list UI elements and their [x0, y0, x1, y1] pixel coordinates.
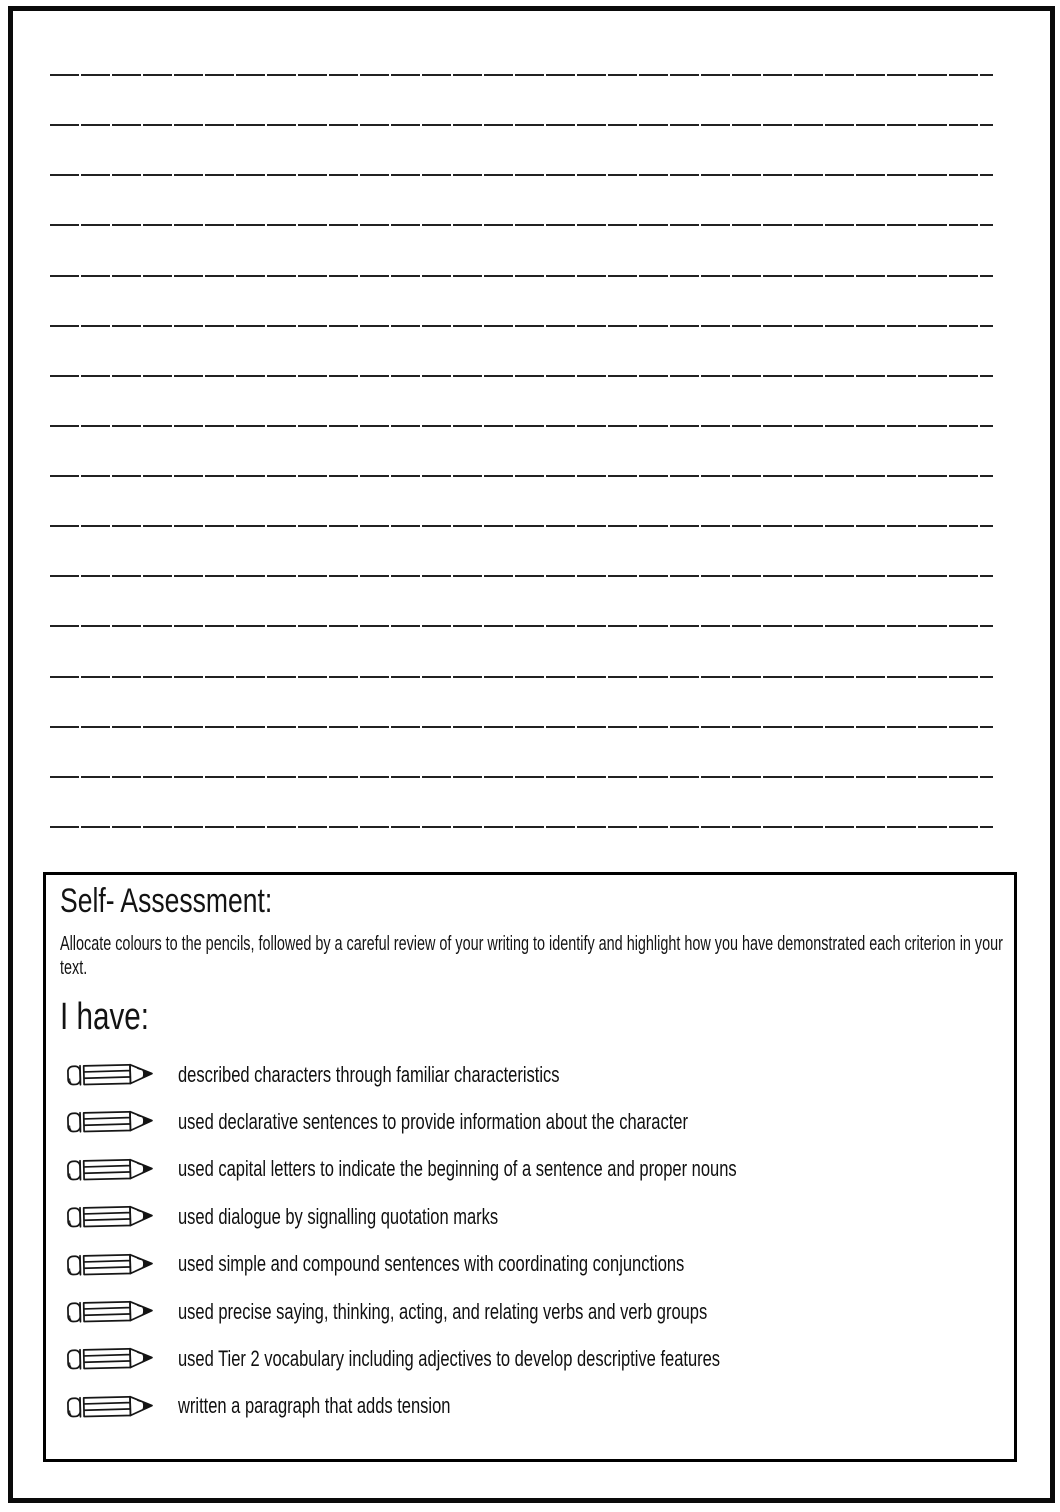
writing-line	[50, 275, 993, 277]
pencil-icon	[66, 1109, 156, 1134]
pencil-icon	[66, 1204, 156, 1229]
criterion-row	[66, 1061, 687, 1089]
criterion-row	[66, 1203, 605, 1231]
criterion-row	[66, 1155, 923, 1183]
writing-line	[50, 776, 993, 778]
subheading-i-have: I have:	[60, 996, 149, 1038]
section-title: Self- Assessment:	[60, 882, 273, 920]
writing-line	[50, 625, 993, 627]
writing-line	[50, 325, 993, 327]
criterion-row	[66, 1298, 884, 1326]
criterion-row	[66, 1345, 901, 1373]
criterion-text: described characters through familiar characteristics	[178, 1061, 560, 1087]
writing-line	[50, 224, 993, 226]
writing-line	[50, 726, 993, 728]
pencil-icon	[66, 1062, 156, 1087]
pencil-icon	[66, 1252, 156, 1277]
criterion-text: written a paragraph that adds tension	[178, 1393, 451, 1419]
writing-line	[50, 575, 993, 577]
self-assessment-section	[43, 872, 1017, 1462]
criterion-text: used dialogue by signalling quotation marks	[178, 1203, 499, 1229]
criterion-row	[66, 1108, 858, 1136]
criterion-text: used Tier 2 vocabulary including adjectives to develop descriptive features	[178, 1345, 721, 1371]
criterion-text: used precise saying, thinking, acting, and relating verbs and verb groups	[178, 1298, 708, 1324]
writing-line	[50, 676, 993, 678]
criterion-text: used declarative sentences to provide information about the character	[178, 1108, 688, 1134]
writing-line	[50, 525, 993, 527]
pencil-icon	[66, 1346, 156, 1371]
pencil-icon	[66, 1394, 156, 1419]
writing-line	[50, 425, 993, 427]
writing-line	[50, 124, 993, 126]
writing-line	[50, 826, 993, 828]
criterion-row	[66, 1392, 541, 1420]
writing-line	[50, 375, 993, 377]
criterion-text: used capital letters to indicate the beginning of a sentence and proper nouns	[178, 1156, 737, 1182]
writing-line	[50, 174, 993, 176]
writing-line	[50, 475, 993, 477]
writing-line	[50, 74, 993, 76]
criterion-row	[66, 1250, 853, 1278]
pencil-icon	[66, 1157, 156, 1182]
instructions-text: Allocate colours to the pencils, followed by a careful review of your writing to identify and highlight how you have demonstrated each criterion in your text.	[60, 933, 1003, 979]
criterion-text: used simple and compound sentences with coordinating conjunctions	[178, 1251, 685, 1277]
pencil-icon	[66, 1299, 156, 1324]
